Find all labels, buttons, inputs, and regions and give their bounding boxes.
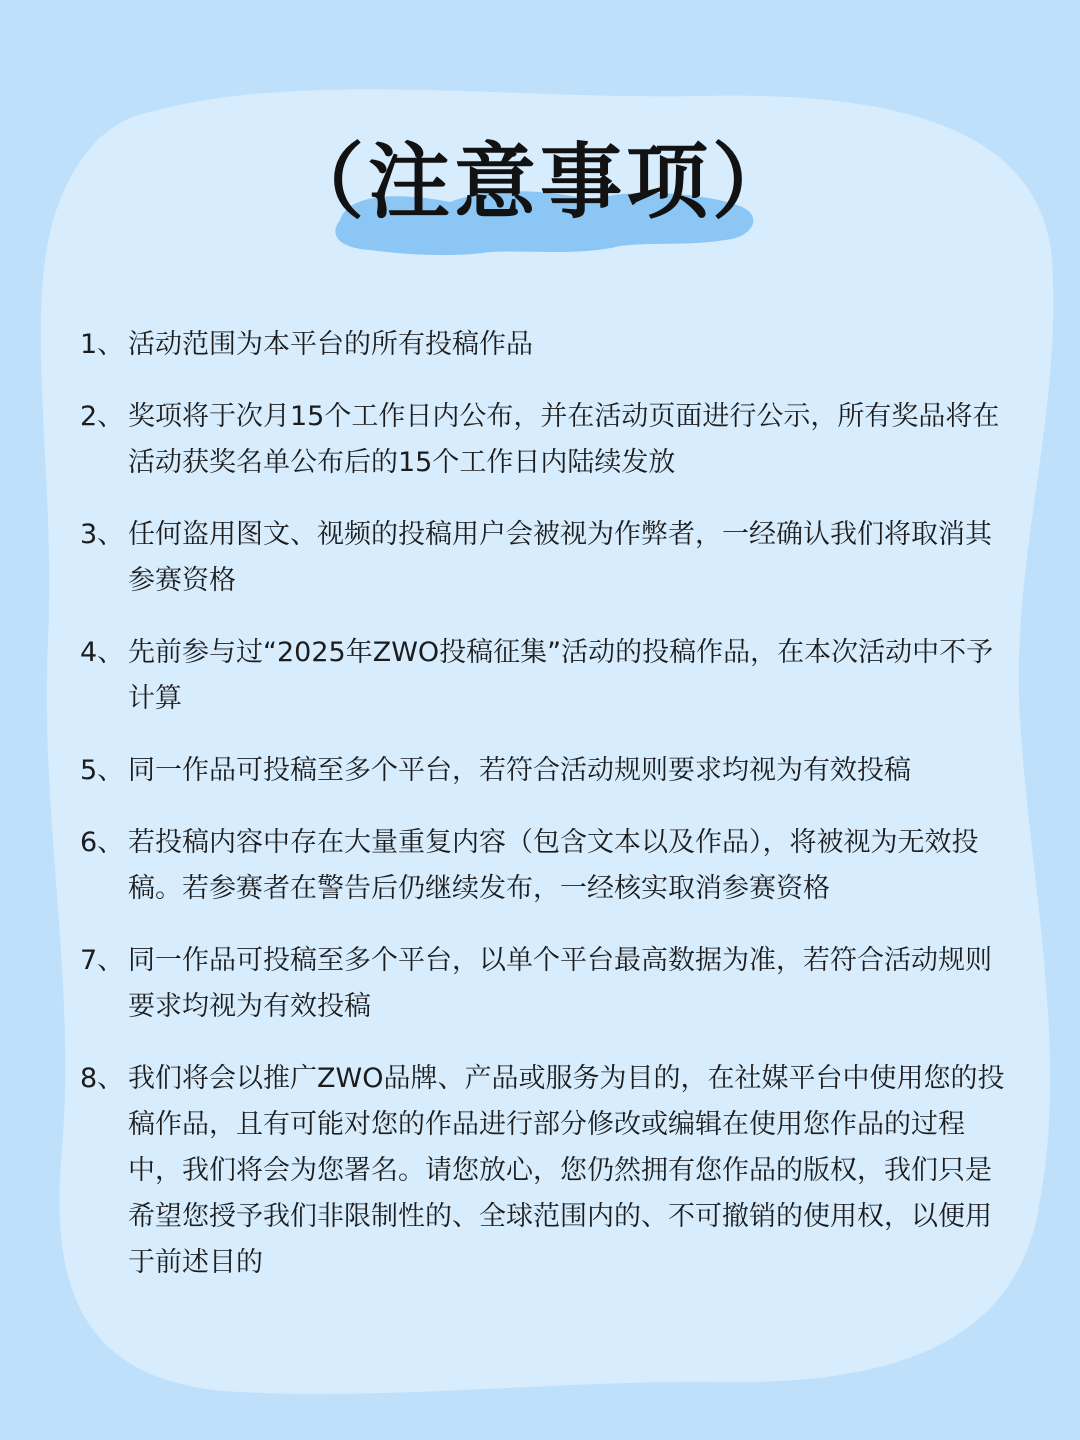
notice-text: 我们将会以推广ZWO品牌、产品或服务为目的，在社媒平台中使用您的投稿作品，且有可能对您的作品进行部分修改或编辑在使用您作品的过程中，我们将会为您署名。请您放心，您仍然拥有您作品的版权，我们只是希望您授予我们非限制性的、全球范围内的、不可撤销的使用权，以便用于前述目的 [128,1063,1005,1278]
notice-text: 同一作品可投稿至多个平台，以单个平台最高数据为准，若符合活动规则要求均视为有效投稿 [128,945,992,1022]
notice-text: 活动范围为本平台的所有投稿作品 [128,329,533,360]
notice-item-4 [80,630,1015,722]
notice-item-6 [80,820,1015,912]
notice-text: 任何盗用图文、视频的投稿用户会被视为作弊者，一经确认我们将取消其参赛资格 [128,519,992,596]
notice-text: 先前参与过“2025年ZWO投稿征集”活动的投稿作品，在本次活动中不予计算 [128,637,994,714]
notice-number: 7、 [80,945,125,976]
notice-number: 3、 [80,519,125,550]
notice-number: 2、 [80,401,125,432]
notice-item-8 [80,1056,1015,1286]
notice-item-2 [80,394,1015,486]
notice-number: 8、 [80,1063,125,1094]
notice-item-5 [80,748,1015,794]
notice-text: 同一作品可投稿至多个平台，若符合活动规则要求均视为有效投稿 [128,755,911,786]
notice-list [80,322,1015,1312]
notice-number: 6、 [80,827,125,858]
notice-text: 奖项将于次月15个工作日内公布，并在活动页面进行公示，所有奖品将在活动获奖名单公布后的15个工作日内陆续发放 [128,401,1000,478]
notice-number: 5、 [80,755,125,786]
notice-number: 1、 [80,329,125,360]
notice-number: 4、 [80,637,125,668]
notice-text: 若投稿内容中存在大量重复内容（包含文本以及作品），将被视为无效投稿。若参赛者在警告后仍继续发布，一经核实取消参赛资格 [128,827,979,904]
notice-item-3 [80,512,1015,604]
notice-item-1 [80,322,1015,368]
title-area [0,120,1080,270]
notice-item-7 [80,938,1015,1030]
page-title: （注意事项） [281,135,798,230]
